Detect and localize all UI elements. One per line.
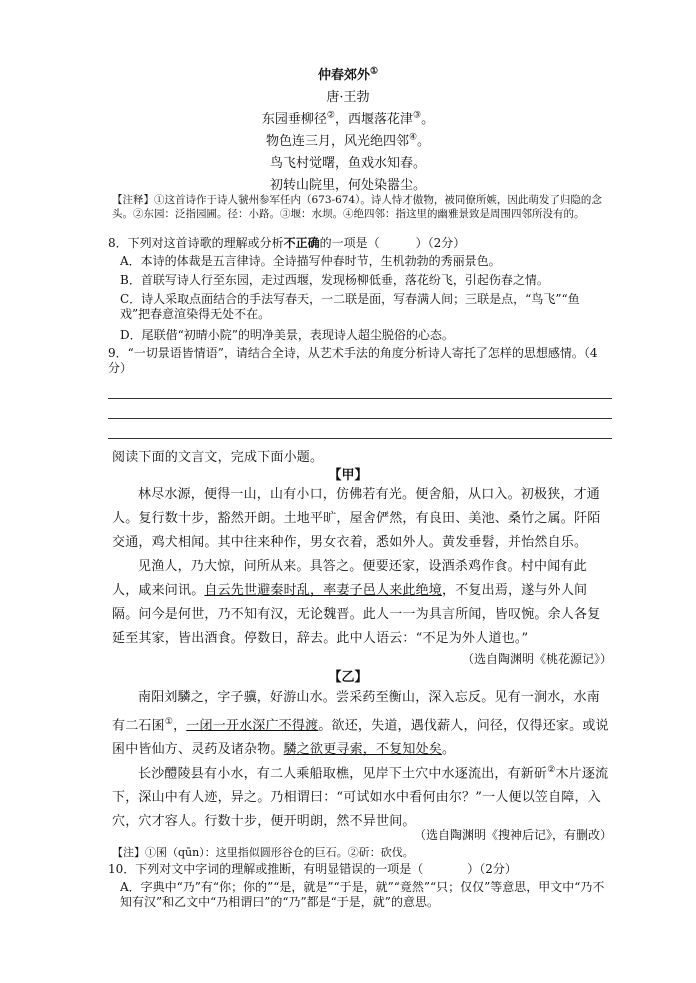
footnote-mark: ① [164, 717, 174, 727]
poem-text: 物色连三月，风光绝四邻 [265, 134, 409, 149]
yi-p2-text: 木片逐流下，深山中有人迹，异之。乃相谓曰：“可试如水中看何由尔？”一人便以笠自障，入穴，穴才容人。行数十步，便开明朗，然不异世间。 [112, 766, 609, 830]
yi-source: （选自陶渊明《搜神后记》，有删改） [413, 828, 612, 842]
q8-option-a: A．本诗的体裁是五言律诗。全诗描写仲春时节，生机勃勃的秀丽景色。 [120, 254, 501, 268]
section-yi-label: 【乙】 [328, 670, 368, 685]
jia-p2-text: 见渔人，乃大惊，问所从来。具答之。便要还家，设酒杀鸡作食。村中闻有此人，咸来问讯。 [112, 559, 587, 598]
yi-underlined-phrase-2: 驎之欲更寻索，不复知处矣 [283, 742, 443, 758]
q8-stem-bold: 不正确 [283, 236, 320, 250]
footnote-mark: ② [326, 110, 335, 121]
annotation-text: ①这首诗作于诗人虢州参军任内（673-674）。诗人恃才傲物，被同僚所嫉，因此萌发了归隐的念头。②东园：泛指园圃。径：小路。③堰：水坝。④绝四邻：指这里的幽雅景致是周围四邻所没有的。 [112, 194, 602, 220]
poem-author: 唐·王勃 [326, 90, 370, 105]
poem-title-text: 仲春郊外 [317, 68, 370, 83]
answer-line[interactable] [108, 398, 612, 399]
footnote-mark: ④ [408, 132, 418, 143]
poem-line-3: 鸟飞村觉曙，鱼戏水知春。 [269, 156, 426, 171]
yi-p1-text: ， [173, 718, 187, 734]
q10-stem-tail: ）（2分） [467, 862, 517, 876]
q8-stem-end: 的一项是（ [319, 236, 380, 250]
q8-stem-tail: ）（2分） [415, 236, 466, 250]
q8-option-c: C．诗人采取点面结合的手法写春天，一二联是面，写春满人间；三联是点，“鸟飞”“鱼戏”把春意渲染得无处不在。 [120, 292, 580, 321]
yi-paragraph-2 [112, 758, 612, 834]
poem-text: 。 [417, 134, 431, 149]
answer-line[interactable] [108, 418, 612, 419]
poem-text: 。 [421, 112, 435, 127]
yi-underlined-phrase-1: 一闭一开水深广不得渡 [186, 718, 319, 734]
poem-line-1 [0, 108, 696, 127]
yi-p1-text: 。 [442, 742, 456, 758]
jia-paragraph-2 [112, 555, 612, 651]
yi-annotation: 【注】①囷（qūn）：这里指似圆形谷仓的巨石。②斫：砍伐。 [112, 846, 414, 859]
poem-line-2 [0, 130, 696, 149]
yi-p1-text: 。欲还，失道，遇伐薪人，问径，仅得还家。或说囷中皆仙方、灵药及诸杂物。 [112, 718, 609, 758]
footnote-mark: ② [547, 765, 556, 775]
yi-p1-text: 南阳刘驎之，字子骥，好游山水。尝采药至衡山，深入忘反。见有一涧水，水南有二石囷 [112, 690, 601, 734]
yi-paragraph-1 [112, 686, 612, 762]
jia-paragraph-1: 林尽水源，便得一山，山有小口，仿佛若有光。便舍船，从口入。初极狭，才通人。复行数十步，豁然开朗。土地平旷，屋舍俨然，有良田、美池、桑竹之属。阡陌交通，鸡犬相闻。其中往来种作，男女衣着，悉如外人。黄发垂髫，并怡然自乐。 [112, 487, 601, 550]
jia-underlined-sentence: 自云先世避秦时乱，率妻子邑人来此绝境 [204, 583, 443, 598]
answer-line[interactable] [108, 438, 612, 439]
jia-p2-text: ，不复出焉，遂与外人间隔。问今是何世，乃不知有汉，无论魏晋。此人一一为具言所闻，皆叹惋。余人各复延至其家，皆出酒食。停数日，辞去。此中人语云：“不足为外人道也。” [112, 583, 601, 646]
section-jia-label: 【甲】 [328, 468, 368, 483]
poem-text: ，西堰落花津 [334, 112, 413, 127]
poem-title [0, 64, 696, 83]
jia-source: （选自陶渊明《桃花源记》） [461, 652, 612, 666]
yi-p2-text: 长沙醴陵县有小水，有二人乘船取樵，见岸下土穴中水逐流出，有新斫 [138, 766, 548, 782]
reading-intro: 阅读下面的文言文，完成下面小题。 [112, 450, 324, 465]
footnote-mark: ③ [413, 110, 422, 121]
poem-text: 东园垂柳径 [261, 112, 327, 127]
question-10-stem [108, 862, 618, 877]
question-9: 9．“一切景语皆情语”，请结合全诗，从艺术手法的角度分析诗人寄托了怎样的思想感情。（4分） [108, 346, 598, 375]
poem-annotation [112, 193, 612, 221]
poem-line-4: 初转山院里，何处染嚣尘。 [269, 178, 426, 193]
q10-stem-text: 10．下列对文中字词的理解或推断，有明显错误的一项是（ [108, 862, 424, 876]
annotation-label: 【注释】 [112, 194, 154, 206]
footnote-mark: ① [369, 66, 379, 77]
q10-option-a: A．字典中“乃”有“你；你的”“是，就是”“于是，就”“竟然”“只；仅仅”等意思，甲文中“乃不知有汉”和乙文中“乃相谓曰”的“乃”都是“于是，就”的意思。 [120, 880, 605, 909]
q8-option-b: B．首联写诗人行至东园，走过西堰，发现杨柳低垂，落花纷飞，引起伤春之情。 [120, 273, 549, 287]
question-8-stem [108, 236, 618, 251]
q8-stem-text: 8．下列对这首诗歌的理解或分析 [108, 236, 284, 250]
q8-option-d: D．尾联借“初晴小院”的明净美景，表现诗人超尘脱俗的心态。 [120, 328, 454, 342]
